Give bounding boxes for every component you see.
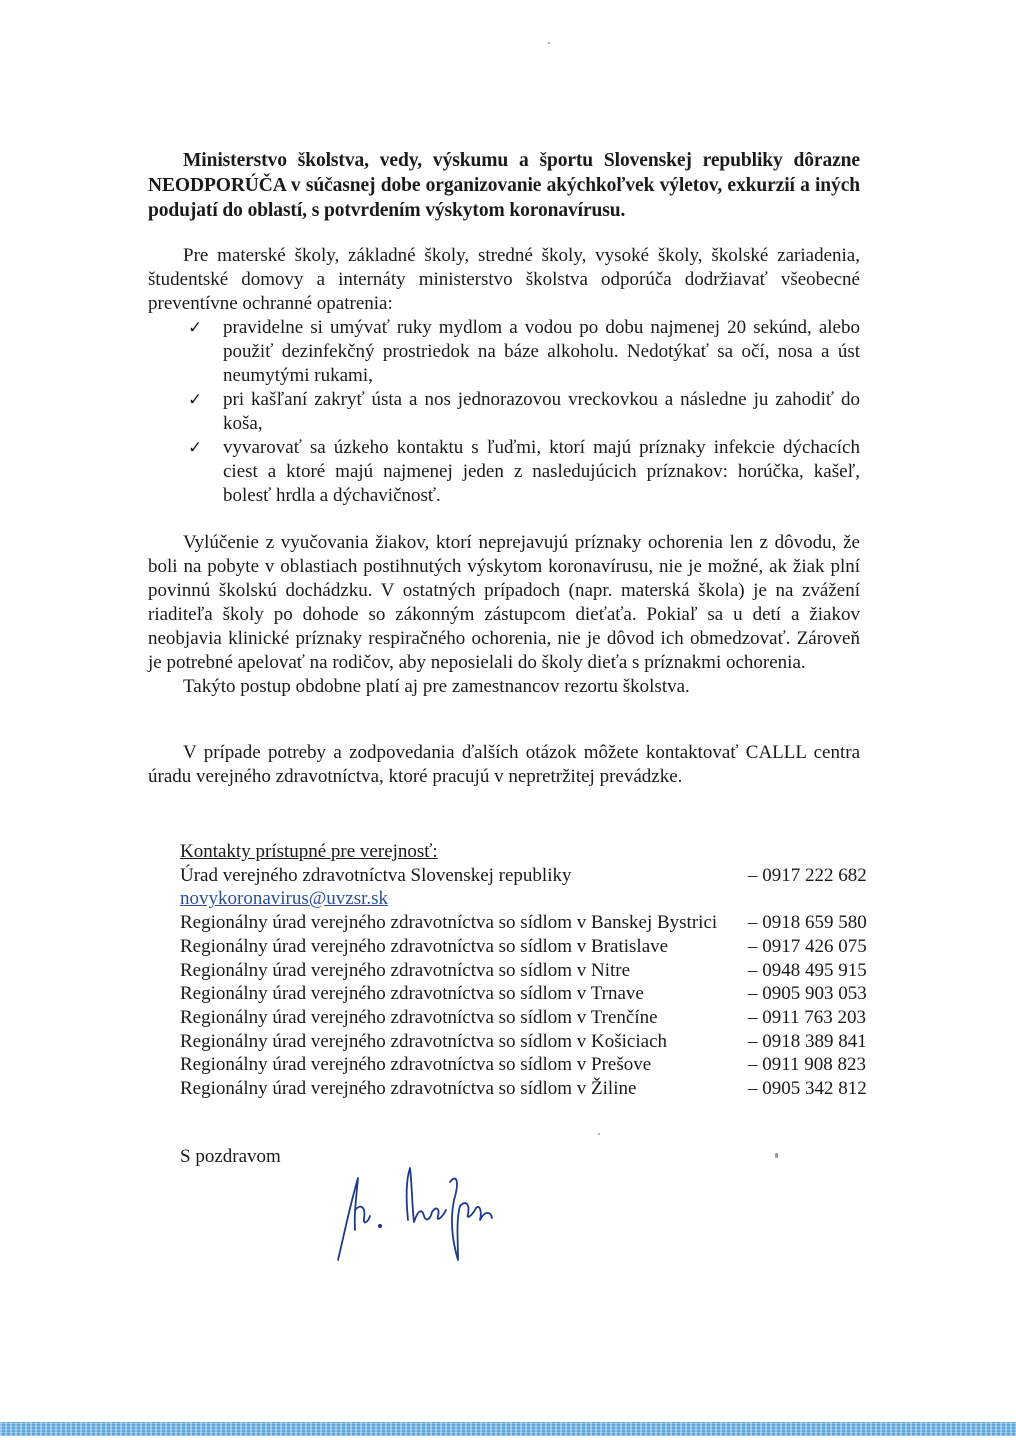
contact-row [180,1077,870,1101]
intro-bold-paragraph: Ministerstvo školstva, vedy, výskumu a športu Slovenskej republiky dôrazne NEODPORÚČA v súčasnej dobe organizovanie akýchkoľvek výletov, exkurzií a iných podujatí do oblastí, s potvrdením výskytom koronavírusu. [148,150,860,221]
contact-name: Regionálny úrad verejného zdravotníctva so sídlom v Bratislave [180,935,669,957]
list-item: ✓ pravidelne si umývať ruky mydlom a vodou po dobu najmenej 20 sekúnd, alebo použiť dezinfekčný prostriedok na báze alkoholu. Nedotýkať sa očí, nosa a úst neumytými rukami, [188,317,860,386]
scan-speck [548,42,550,44]
contact-row [180,1053,870,1077]
decorative-bottom-band [0,1422,1016,1436]
contact-row [180,1006,870,1030]
contact-phone: – 0918 389 841 [748,1030,867,1052]
contact-name: Úrad verejného zdravotníctva Slovenskej republiky [180,864,572,886]
contact-name: Regionálny úrad verejného zdravotníctva so sídlom v Trenčíne [180,1006,658,1028]
contact-row [180,1030,870,1054]
contact-phone: – 0917 426 075 [748,935,867,957]
contact-phone: – 0918 659 580 [748,912,867,934]
contact-phone: – 0911 763 203 [748,1006,867,1028]
prevention-intro: Pre materské školy, základné školy, stredné školy, vysoké školy, školské zariadenia, študentské domovy a internáty ministerstvo školstva odporúča dodržiavať všeobecné preventívne ochranné opatrenia: [148,245,860,314]
contact-name: Regionálny úrad verejného zdravotníctva so sídlom v Žiline [180,1078,637,1100]
contact-row [180,911,870,935]
contact-email-row [180,887,870,911]
contact-name: Regionálny úrad verejného zdravotníctva so sídlom v Banskej Bystrici [180,912,718,934]
exclusion-paragraph: Vylúčenie z vyučovania žiakov, ktorí neprejavujú príznaky ochorenia len z dôvodu, že boli na pobyte v oblastiach postihnutých výskytom koronavírusu, nie je možné, ak žiak plní povinnú školskú dochádzku. V ostatných prípadoch (napr. materská škola) je na zvážení riaditeľa školy po dohode so zákonným zástupcom dieťaťa. Pokiaľ sa u detí a žiakov neobjavia klinické príznaky respiračného ochorenia, nie je dôvod ich obmedzovať. Zároveň je potrebné apelovať na rodičov, aby neposielali do školy dieťa s príznakmi ochorenia. [148,532,860,673]
closing-salutation: S pozdravom [180,1146,281,1167]
prevention-list [186,316,860,508]
contacts-heading: Kontakty prístupné pre verejnosť: [180,841,438,862]
email-link[interactable]: novykoronavirus@uvzsr.sk [180,888,389,910]
scan-speck [775,1153,778,1158]
staff-paragraph: Takýto postup obdobne platí aj pre zamestnancov rezortu školstva. [183,676,690,697]
contact-phone: – 0917 222 682 [748,864,867,886]
contacts-list [180,840,870,1101]
contact-row [180,959,870,983]
scan-speck [598,1133,600,1135]
contact-phone: – 0905 342 812 [748,1078,867,1100]
contact-name: Regionálny úrad verejného zdravotníctva so sídlom v Nitre [180,959,631,981]
prevention-section [148,244,860,508]
signature-image [330,1160,530,1270]
contact-phone: – 0911 908 823 [748,1054,867,1076]
contact-name: Regionálny úrad verejného zdravotníctva so sídlom v Trnave [180,983,644,1005]
contact-name: Regionálny úrad verejného zdravotníctva so sídlom v Prešove [180,1054,652,1076]
list-item: ✓ pri kašľaní zakryť ústa a nos jednorazovou vreckovkou a následne ju zahodiť do koša, [188,389,860,434]
contact-phone: – 0905 903 053 [748,983,867,1005]
list-item: ✓ vyvarovať sa úzkeho kontaktu s ľuďmi, ktorí majú príznaky infekcie dýchacích ciest a ktoré majú najmenej jeden z nasledujúcich príznakov: horúčka, kašeľ, bolesť hrdla a dýchavičnosť. [188,437,860,506]
contact-phone: – 0948 495 915 [748,959,867,981]
contact-row [180,982,870,1006]
exclusion-section [148,531,860,699]
contact-row-main [180,864,870,888]
call-center-paragraph: V prípade potreby a zodpovedania ďalších otázok môžete kontaktovať CALLL centra úradu verejného zdravotníctva, ktoré pracujú v nepretržitej prevádzke. [148,742,860,787]
contact-row [180,935,870,959]
contact-name: Regionálny úrad verejného zdravotníctva so sídlom v Košiciach [180,1030,668,1052]
